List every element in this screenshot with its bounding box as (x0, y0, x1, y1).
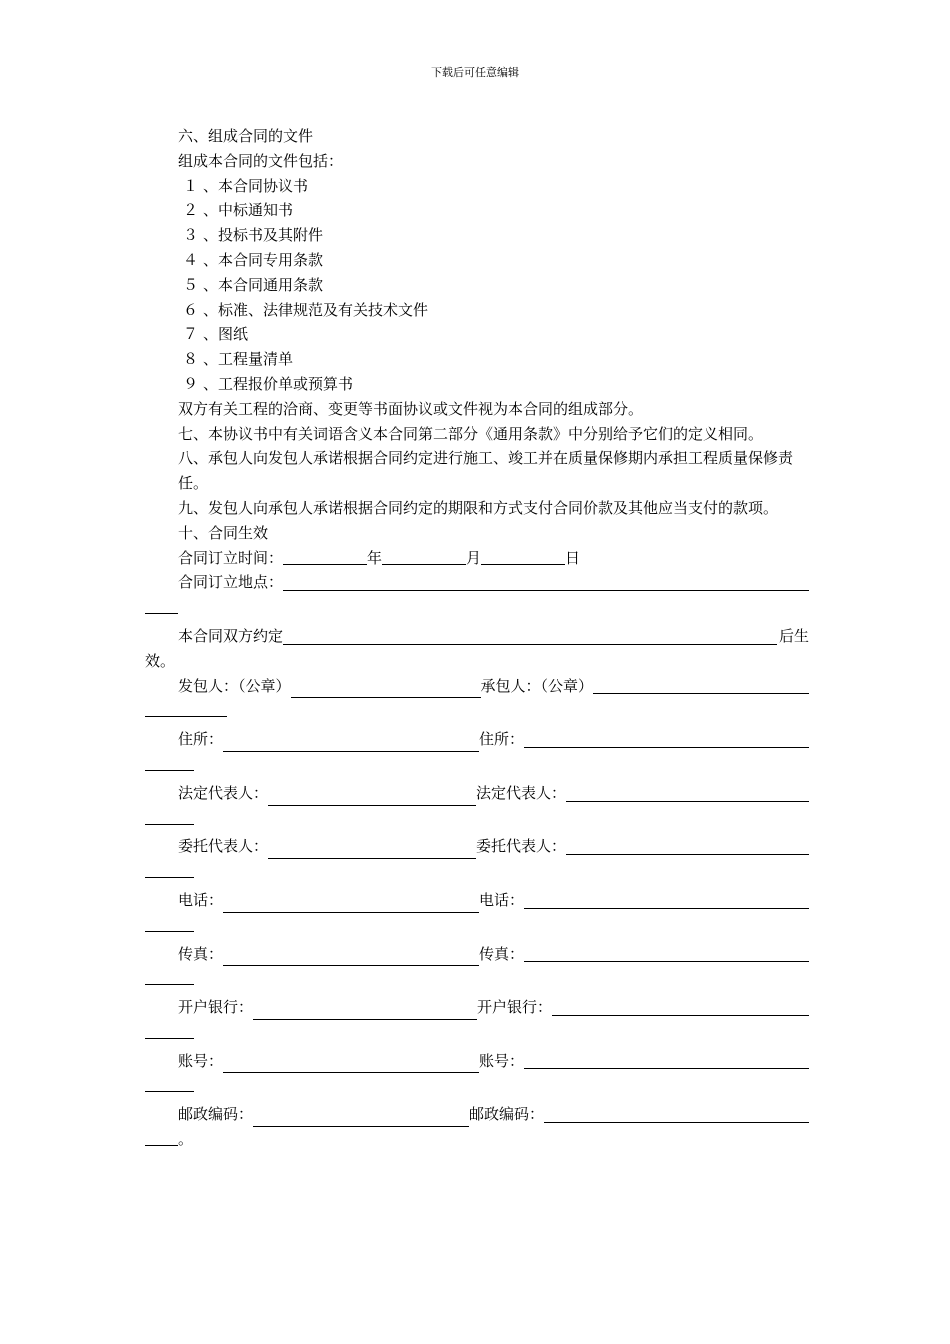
signature-row-continuation (145, 1020, 809, 1045)
party-b-field-blank (593, 676, 809, 694)
day-label: 日 (565, 548, 581, 567)
signing-time-label: 合同订立时间： (178, 548, 284, 567)
section-10-title: 十、合同生效 (178, 523, 269, 542)
signature-row-continuation (145, 859, 809, 884)
signature-row-continuation (145, 752, 809, 777)
list-item (145, 298, 809, 323)
party-a-field-label: 住所： (178, 730, 224, 749)
signing-time-line (145, 546, 809, 571)
list-item-number: ８ (182, 350, 198, 369)
signature-row (145, 781, 809, 806)
list-item-number: ５ (182, 275, 198, 294)
section-6-closing: 双方有关工程的洽商、变更等书面协议或文件视为本合同的组成部分。 (178, 399, 644, 418)
agreement-tail-part1: 后生 (778, 626, 809, 645)
list-item-number: ４ (182, 250, 198, 269)
end-mark: 。 (178, 1130, 194, 1149)
list-item-text: 、图纸 (203, 325, 249, 344)
section-8-paragraph: 八、承包人向发包人承诺根据合同约定进行施工、竣工并在质量保修期内承担工程质量保修责任。 (178, 449, 794, 493)
signature-row (145, 1049, 809, 1074)
month-blank (382, 548, 466, 565)
agreement-tail-part2: 效。 (145, 651, 176, 670)
list-item-number: ６ (182, 300, 198, 319)
party-a-field-label: 委托代表人： (178, 837, 269, 856)
signature-row-continuation (145, 1073, 809, 1098)
party-a-field-label: 账号： (178, 1051, 224, 1070)
list-item-number: １ (182, 176, 198, 195)
party-a-field-blank (291, 681, 481, 698)
party-b-field-blank (524, 730, 809, 748)
list-item-text: 、本合同通用条款 (203, 275, 324, 294)
list-item (145, 347, 809, 372)
signing-place-continuation (145, 595, 809, 620)
party-b-field-blank (524, 891, 809, 909)
agreement-blank (283, 627, 777, 645)
signature-row-continuation (145, 966, 809, 991)
list-item (145, 273, 809, 298)
party-a-field-blank (223, 1056, 479, 1073)
list-item-text: 、中标通知书 (203, 201, 294, 220)
party-b-field-label: 账号： (479, 1051, 525, 1070)
signature-row (145, 995, 809, 1020)
party-b-field-blank (524, 944, 809, 962)
party-a-field-label: 传真： (178, 944, 224, 963)
party-b-field-label: 邮政编码： (469, 1105, 545, 1124)
day-blank (481, 548, 565, 565)
list-item-text: 、本合同协议书 (203, 176, 309, 195)
party-a-field-label: 邮政编码： (178, 1105, 254, 1124)
party-b-field-blank (552, 998, 809, 1016)
party-a-field-blank (253, 1110, 469, 1127)
signature-row (145, 674, 809, 699)
section-9-paragraph: 九、发包人向承包人承诺根据合同约定的期限和方式支付合同价款及其他应当支付的款项。 (178, 498, 779, 517)
year-label: 年 (367, 548, 383, 567)
section-6-title: 六、组成合同的文件 (178, 127, 314, 145)
list-item (145, 248, 809, 273)
document-list (145, 174, 809, 397)
party-b-field-label: 电话： (479, 890, 525, 909)
year-blank (283, 548, 367, 565)
list-item (145, 174, 809, 199)
party-b-field-label: 开户银行： (477, 998, 553, 1017)
list-item-number: ３ (182, 226, 198, 245)
agreement-label: 本合同双方约定 (178, 626, 284, 645)
signature-row-continuation (145, 913, 809, 938)
party-a-field-blank (253, 1003, 477, 1020)
signing-place-line (145, 570, 809, 595)
list-item-number: ７ (182, 325, 198, 344)
signature-row (145, 888, 809, 913)
month-label: 月 (466, 548, 482, 567)
party-a-field-label: 开户银行： (178, 998, 254, 1017)
signing-place-blank (283, 573, 809, 591)
contract-body (145, 124, 809, 1152)
party-a-field-blank (268, 789, 476, 806)
list-item-text: 、本合同专用条款 (203, 250, 324, 269)
signature-row (145, 834, 809, 859)
signature-row (145, 1102, 809, 1127)
list-item-number: ２ (182, 201, 198, 220)
list-item (145, 322, 809, 347)
page-header: 下载后可任意编辑 (431, 66, 519, 79)
party-a-field-blank (223, 735, 479, 752)
list-item (145, 198, 809, 223)
party-b-field-label: 传真： (479, 944, 525, 963)
list-item-text: 、投标书及其附件 (203, 226, 324, 245)
party-a-field-label: 法定代表人： (178, 783, 269, 802)
party-a-field-blank (268, 842, 476, 859)
signature-block (145, 674, 809, 1152)
party-b-field-label: 法定代表人： (476, 783, 567, 802)
signature-row (145, 942, 809, 967)
signature-row-continuation (145, 806, 809, 831)
party-b-field-blank (566, 784, 809, 802)
party-a-field-label: 电话： (178, 890, 224, 909)
signature-row-continuation (145, 698, 809, 723)
party-b-field-label: 承包人：（公章） (480, 676, 594, 695)
signature-row-continuation (145, 1127, 809, 1152)
signature-row (145, 727, 809, 752)
list-item-text: 、标准、法律规范及有关技术文件 (203, 300, 429, 319)
list-item-number: ９ (182, 374, 198, 393)
signing-place-label: 合同订立地点： (178, 573, 284, 592)
section-6-intro: 组成本合同的文件包括： (178, 151, 344, 170)
party-b-field-label: 住所： (479, 730, 525, 749)
agreement-line (145, 624, 809, 649)
party-b-field-blank (544, 1105, 809, 1123)
party-a-field-blank (223, 949, 479, 966)
party-b-field-blank (566, 837, 809, 855)
list-item-text: 、工程报价单或预算书 (203, 374, 354, 393)
party-a-field-label: 发包人：（公章） (178, 676, 291, 695)
section-7-paragraph: 七、本协议书中有关词语含义本合同第二部分《通用条款》中分别给予它们的定义相同。 (178, 424, 764, 443)
party-b-field-label: 委托代表人： (476, 837, 567, 856)
list-item (145, 372, 809, 397)
party-b-field-blank (524, 1051, 809, 1069)
party-a-field-blank (223, 896, 479, 913)
list-item-text: 、工程量清单 (203, 350, 294, 369)
list-item (145, 223, 809, 248)
